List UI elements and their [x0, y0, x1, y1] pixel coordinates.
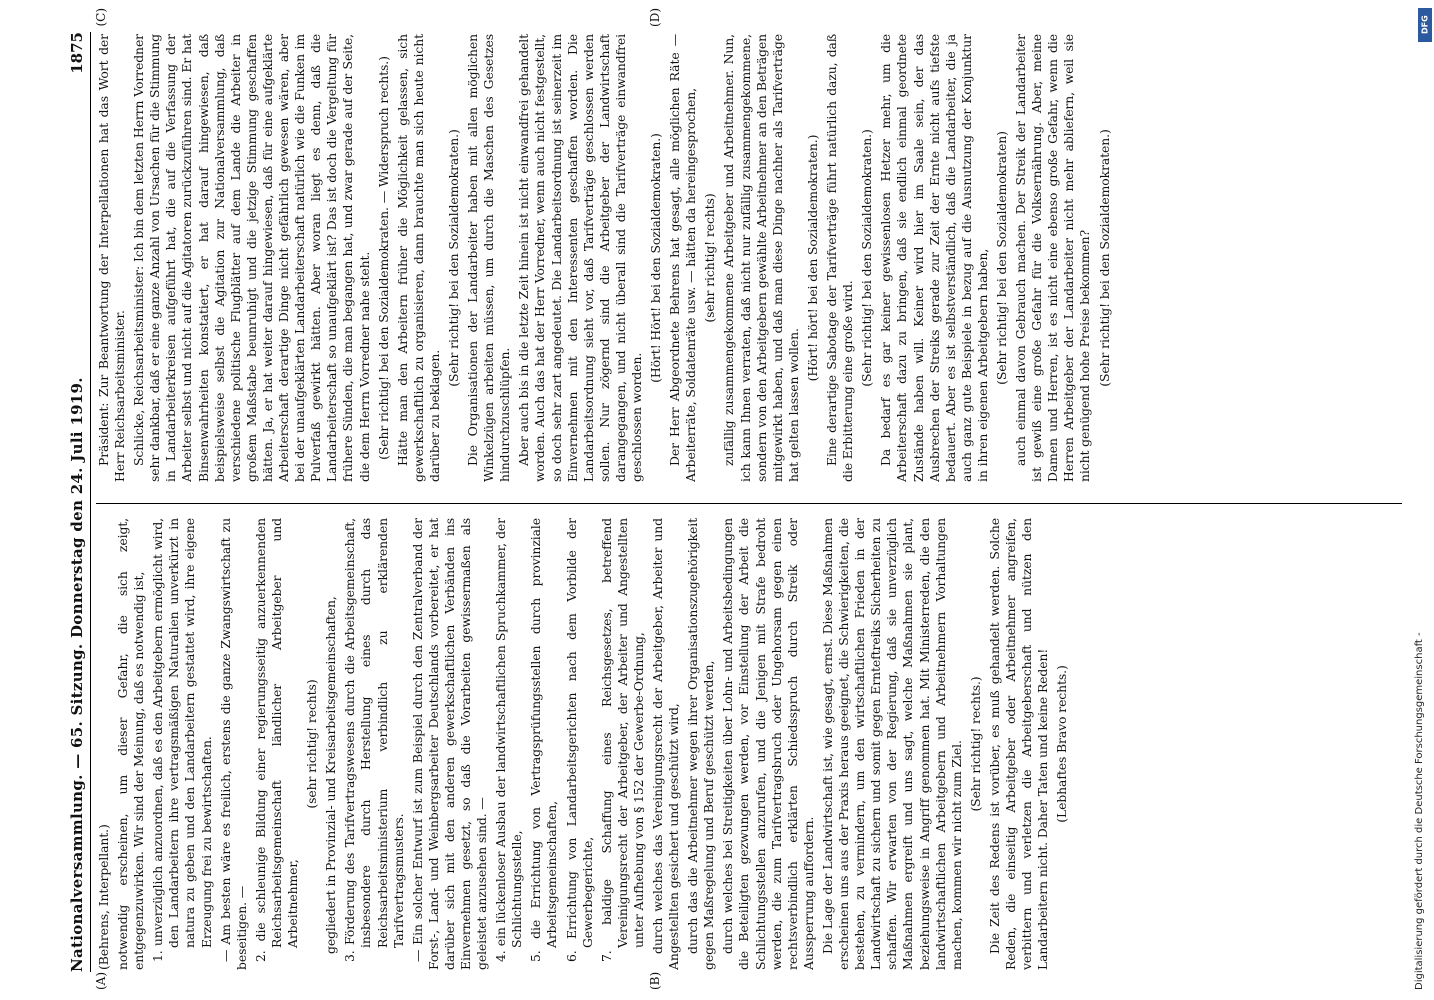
paragraph: (Sehr richtig! bei den Sozialdemokraten.): [445, 129, 461, 387]
paragraph: durch welches das Vereinigungsrecht der Arbeitgeber, Arbeiter und Angestellten gesichert und geschützt wird,: [650, 518, 682, 970]
page-header: [58, 32, 91, 972]
paragraph: Präsident: Zur Beantwortung der Interpellationen hat das Wort der Herr Reichsarbeitsminister.: [96, 34, 128, 482]
paragraph: Hätte man den Arbeitern früher die Möglichkeit gelassen, sich gewerkschaftlich zu organisieren, dann brauchte man sich heute nicht darüber zu beklagen.: [394, 34, 442, 482]
paragraph: 5. die Errichtung von Vertragsprüfungsstellen durch provinziale Arbeitsgemeinschaften,: [528, 518, 560, 962]
paragraph: Aber auch bis in die letzte Zeit hinein ist nicht einwandfrei gehandelt worden. Auch das hat der Herr Vorredner, wenn auch nicht festgestellt, so doch sehr zart angedeutet. Die Landarbeitsordnung ist seinerzeit im Einvernehmen mit den Interessenten geschaffen worden. Die Landarbeitsordnung sieht vor, daß Tarifverträge geschlossen werden sollen. Nur zögernd sind die Arbeitgeber der Landwirtschaft darangegangen, und nicht überall sind die Tarifverträge einwandfrei geschlossen worden.: [516, 34, 644, 482]
paragraph: Die Lage der Landwirtschaft ist, wie gesagt, ernst. Diese Maßnahmen erscheinen uns aus der Praxis heraus geeignet, die Schwierigkeiten, die bestehen, zu vermindern, um den wirtschaftlichen Frieden in der Landwirtschaft zu sichern und somit gegen Ernteftreiks Sicherheiten zu schaffen. Wir erwarten von der Regierung, daß sie unverzüglich Maßnahmen ergreift und uns sagt, welche Maßnahmen sie plant, beziehungsweise in Angriff genommen hat. Mit Ministerreden, die den landwirtschaftlichen Arbeitgebern und Arbeitnehmern Vorhaltungen machen, kommen wir nicht zum Ziel.: [819, 518, 964, 970]
paragraph: (Sehr richtig! bei den Sozialdemokraten): [993, 131, 1009, 385]
paragraph: — Am besten wäre es freilich, erstens die ganze Zwangswirtschaft zu beseitigen. —: [217, 518, 249, 970]
digitization-credit: Digitalisierung gefördert durch die Deutsche Forschungsgemeinschaft -: [1414, 632, 1425, 990]
digitization-credit-bar: [1412, 10, 1432, 990]
left-text-column: [96, 518, 1398, 970]
paragraph: (Hört! hört! bei den Sozialdemokraten.): [804, 134, 820, 382]
paragraph: 7. baldige Schaffung eines Reichsgesetzes, betreffend Vereinigungsrecht der Arbeitgeber, der Arbeiter und Angestellten unter Aufhebung von § 152 der Gewerbe-Ordnung,: [598, 518, 646, 962]
paragraph: 6. Errichtung von Landarbeitsgerichten nach dem Vorbilde der Gewerbegerichte,: [563, 518, 595, 962]
paragraph: notwendig erscheinen, um dieser Gefahr, die sich zeigt, entgegenzuwirken. Wir sind der Meinung, daß es notwendig ist,: [115, 518, 147, 970]
paragraph: gegliedert in Provinzial- und Kreisarbeitsgemeinschaften,: [323, 596, 339, 954]
paragraph: 3. Förderung des Tarifvertragswesens durch die Arbeitsgemeinschaft, insbesondere durch Herstellung eines durch das Reichsarbeitsministerium verbindlich zu erklärenden Tarifvertragsmusters.: [342, 518, 406, 962]
paragraph: 1. unverzüglich anzuordnen, daß es den Arbeitgebern ermöglicht wird, den Landarbeitern ihre vertragsmäßigen Naturalien unverkürzt in natura zu geben und den Landarbeitern gestattet wird, ihre eigene Erzeugung frei zu bewirtschaften.: [150, 518, 214, 962]
paragraph: Die Zeit des Redens ist vorüber, es muß gehandelt werden. Solche Reden, die einseitig Arbeitgeber oder Arbeitnehmer angreifen, verbittern und verletzen die Arbeitgeberschaft und nützen den Landarbeitern nicht. Daher Taten und keine Reden!: [986, 518, 1051, 970]
paragraph: Eine derartige Sabotage der Tarifverträge führt natürlich dazu, daß die Erbitterung eine große wird.: [824, 34, 856, 482]
header-title: Nationalversammlung. — 65. Sitzung. Donnerstag den 24. Juli 1919.: [68, 377, 86, 972]
paragraph: (sehr richtig! rechts): [702, 193, 718, 323]
paragraph: Da bedarf es gar keiner gewissenlosen Hetzer mehr, um die Arbeiterschaft dazu zu bringen, daß sie endlich einmal geordnete Zustände haben will. Keiner wird hier im Saale sein, der das Ausbrechen der Streiks gerade zur Zeit der Ernte nicht aufs tiefste bedauert. Aber es ist selbstverständlich, daß die Landarbeiter, die ja auch ganz gute Beispiele in bezug auf die Ausnutzung der Konjunktur in ihren eigenen Arbeitgebern haben,: [878, 34, 990, 482]
paragraph: durch welches bei Streitigkeiten über Lohn- und Arbeitsbedingungen die Beteiligten gezwungen werden, vor Einstellung der Arbeit die Schlichtungsstellen anzurufen, und die Jenigen mit Strafe bedroht werden, die zum Tarifvertragsbruch oder Ungehorsam gegen einen rechtsverbindlich erklärten Schiedsspruch durch Streik oder Aussperrung auffordern.: [720, 518, 816, 970]
paragraph: auch einmal davon Gebrauch machen. Der Streik der Landarbeiter ist gewiß eine große Gefahr für die Volksernährung. Aber, meine Damen und Herren, ist es nicht eine ebenso große Gefahr, wenn die Herren Arbeitgeber der Landarbeiter nicht mehr abliefern, weil sie nicht genügend hohe Preise bekommen?: [1013, 34, 1093, 482]
paragraph: (Behrens, Interpellant.): [96, 824, 111, 970]
margin-marker-d: (D): [648, 8, 662, 27]
paragraph: (Sehr richtig! bei den Sozialdemokraten. — Widerspruch rechts.): [375, 56, 391, 460]
margin-marker-a: (A): [94, 971, 108, 990]
paragraph: durch das die Arbeitnehmer wegen ihrer Organisationszugehörigkeit gegen Maßregelung und Beruf geschützt werden,: [685, 518, 717, 970]
margin-marker-b: (B): [648, 971, 662, 990]
paragraph: (Lebhaftes Bravo rechts.): [1054, 665, 1070, 823]
paragraph: (Sehr richtig! bei den Sozialdemokraten.): [1096, 129, 1112, 387]
paragraph: (Sehr richtig! rechts.): [967, 676, 983, 812]
paragraph: (sehr richtig! rechts): [304, 679, 320, 809]
paragraph: 4. ein lückenloser Ausbau der landwirtschaftlichen Spruchkammer, der Schlichtungsstelle,: [493, 518, 525, 962]
paragraph: — Ein solcher Entwurf ist zum Beispiel durch den Zentralverband der Forst-, Land- und Weinbergsarbeiter Deutschlands vorbereitet, er hat darüber sich mit den anderen gewerkschaftlichen Verbänden ins Einvernehmen gesetzt, so daß die Vorarbeiten gewissermaßen als geleistet anzusehen sind. —: [409, 518, 490, 970]
paragraph: Die Organisationen der Landarbeiter haben mit allen möglichen Winkelzügen arbeiten müssen, um durch die Maschen des Gesetzes hindurchzuschlüpfen.: [465, 34, 513, 482]
paragraph: zufällig zusammengekommene Arbeitgeber und Arbeitnehmer. Nun, ich kann Ihnen verraten, daß nicht nur zufällig zusammengekommene, sondern von den Arbeitgebern gewählte Arbeitnehmer an den Beträgen mitgewirkt haben, und daß man diese Dinge nachher als Tarifverträge hat gelten lassen wollen.: [721, 34, 801, 482]
right-text-column: [96, 34, 1398, 482]
page-number: 1875: [68, 32, 86, 74]
paragraph: 2. die schleunige Bildung einer regierungsseitig anzuerkennenden Reichsarbeitsgemeinschaft ländlicher Arbeitgeber und Arbeitnehmer,: [252, 518, 301, 962]
paragraph: (Hört! Hört! bei den Sozialdemokraten.): [648, 133, 664, 383]
rotated-page: [58, 8, 1408, 990]
paragraph: Der Herr Abgeordnete Behrens hat gesagt, alle möglichen Räte — Arbeiterräte, Soldatenräte usw. — hätten da hereingesprochen,: [667, 34, 699, 482]
paragraph: (Sehr richtig! bei den Sozialdemokraten.): [859, 129, 875, 387]
paragraph: Schlicke, Reichsarbeitsminister: Ich bin dem letzten Herrn Vorredner sehr dankbar, daß er eine ganze Anzahl von Ursachen für die Stimmung in Landarbeiterkreisen aufgeführt hat, die auf die Verfassung der Arbeiter selbst und nicht auf die Agitatoren zurückzuführen sind. Er hat Binsenwahrheiten konstatiert, er hat darauf hingewiesen, daß beispielsweise selbst die Agitation zur Nationalversammlung, daß verschiedene politische Flugblätter auf dem Lande die Arbeiter in großem Maßstabe beunruhigt und die jetzige Stimmung geschaffen hätten. Ja, er hat weiter darauf hingewiesen, daß für eine aufgeklärte Arbeiterschaft derartige Dinge nicht gefährlich gewesen wären, aber bei der unaufgeklärten Landarbeiterschaft natürlich wie die Funken im Pulverfaß gewirkt hätten. Aber woran liegt es denn, daß die Landarbeiterschaft so unaufgeklärt ist? Das ist doch die Vergeltung für frühere Sünden, die man begangen hat, und zwar gerade auf der Seite, die dem Herrn Vorredner nahe steht.: [131, 34, 372, 482]
column-divider: [96, 503, 1402, 504]
margin-marker-c: (C): [94, 8, 108, 27]
dfg-logo: DFG: [1418, 8, 1432, 42]
